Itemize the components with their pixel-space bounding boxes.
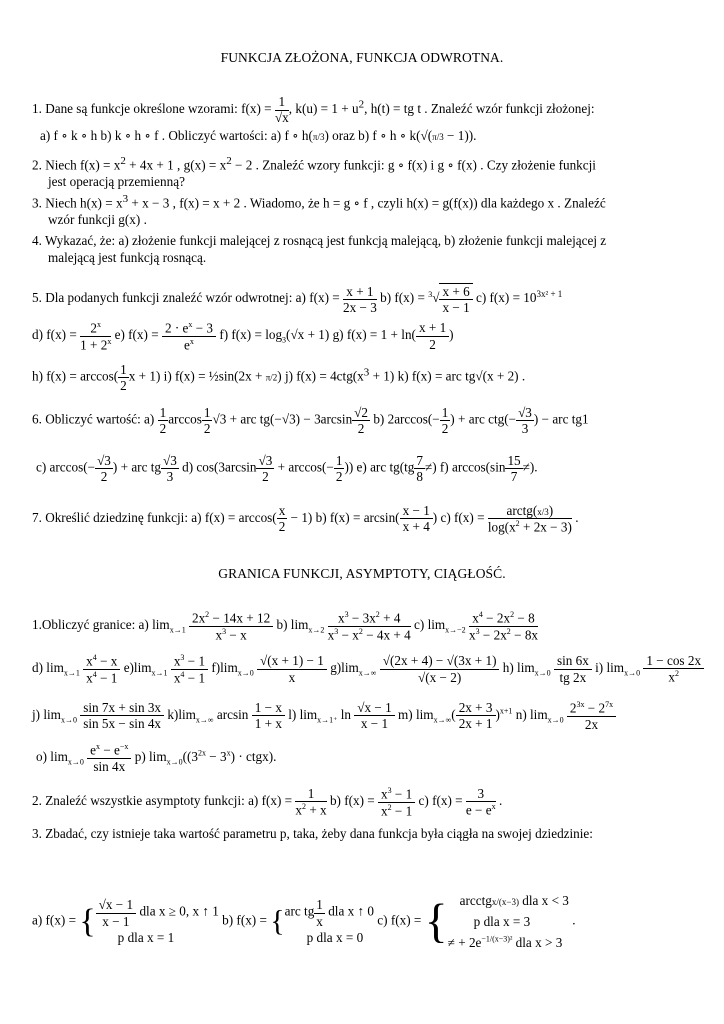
limits-line-3: j) $\lim_{x\to 0}$ $\frac{\sin 7x + \sin 3x}{\sin 5x - \sin 4x}$ $k)\lim_{x\to\infty}$ arcsin $\frac{1 - x}{1 + x}$ l) $\lim_{x\to 1^+} \ln$ $\frac{√x - 1}{x - 1}$ m) $\lim_{x\to\infty}$( $\frac{2x + 3}{2x + 1}$ )$^{x+1}$ n) $\lim_{x\to 0}$ $\frac{2^{3x} - 2^{7x}}{2x}$: [32, 700, 616, 732]
exercise-4-line-2: malejącą jest funkcją rosnącą.: [48, 250, 207, 265]
exercise-6-line-1: 6. Obliczyć wartość: a) $\frac{1}{2}$ arccos $\frac{1}{2}$ √3 + arc tg(−√3) − 3arcsin $\frac{√2}{2}$ b) 2arccos(− $\frac{1}{2}$ ) + arc ctg(− $\frac{√3}{3}$ ) − arc tg1: [32, 405, 589, 437]
exercise-5-line-3: h) f(x) = arccos( $\frac{1}{2}$ x + 1) i) f(x) = ½sin(2x + π/2) j) $f(x) = 4ctg(x^3 + 1)$ k) f(x) = arc tg√(x + 2) .: [32, 362, 526, 394]
exercise-1-line-1: 1. Dane są funkcje określone wzorami: f(x) = $\frac{1}{√x}$ , $k(u) = 1 + u^2$, h(t) = tg t . Znaleźć wzór funkcji złożonej:: [32, 94, 595, 125]
continuity-intro: 3. Zbadać, czy istnieje taka wartość parametru p, taka, żeby dana funkcja była ciągła na swojej dziedzinie:: [32, 826, 593, 841]
limits-line-4: o) $\lim_{x\to 0}$ $\frac{e^x - e^{-x}}{\sin 4x}$ p) $\lim_{x\to 0}((3^{2x} - 3^x)$ · ctgx).: [36, 742, 277, 774]
limits-line-1: 1.Obliczyć granice: a) $\lim_{x\to 1}$ $\frac{2x^2 - 14x + 12}{x^3 - x}$ b) $\lim_{x\to 2}$ $\frac{x^3 - 3x^2 + 4}{x^3 - x^2 - 4x + 4}$ c) $\lim_{x\to-2}$ $\frac{x^4 - 2x^2 - 8}{x^3 - 2x^2 - 8x}$: [32, 610, 539, 642]
exercise-3-line-2: wzór funkcji g(x) .: [48, 212, 147, 227]
exercise-2-line-1: 2. Niech $f(x) = x^2 + 4x + 1$ , $g(x) = x^2 - 2$ . Znaleźć wzory funkcji: g ∘ f(x) i g ∘ f(x) . Czy złożenie funkcji: [32, 155, 596, 173]
exercise-3-line-1: 3. Niech $h(x) = x^3 + x - 3$ , f(x) = x + 2 . Wiadomo, że h = g ∘ f , czyli h(x) = g(f(x)) dla każdego x . Znaleźć: [32, 193, 606, 211]
exercise-7-line-1: 7. Określić dziedzinę funkcji: a) f(x) = arccos( $\frac{x}{2}$ − 1) b) f(x) = arcsin( $\frac{x - 1}{x + 4}$ ) c) f(x) = arctg(x/3) $\log(x^2 + 2x - 3)$ .: [32, 503, 579, 535]
exercise-4-line-1: 4. Wykazać, że: a) złożenie funkcji malejącej z rosnącą jest funkcją malejącą, b) złożenie funkcji malejącej z: [32, 233, 607, 248]
section-title-limits: GRANICA FUNKCJI, ASYMPTOTY, CIĄGŁOŚĆ.: [218, 566, 506, 581]
asymptotes-line: 2. Znaleźć wszystkie asymptoty funkcji: a) f(x) = $\frac{1}{x^2 + x}$ b) f(x) = $\frac{x^3 - 1}{x^2 - 1}$ c) f(x) = $\frac{3}{e - e^x}$ .: [32, 786, 503, 818]
continuity-cases: a) f(x) = { $\frac{√x - 1}{x - 1}$ dla x ≥ 0, x ↑ 1 p dla x = 1 b) f(x) = { arc tg $\frac{1}{x}$ dla x ↑ 0 p dla x = 0 c) f(x) = { arcctgx/(x−3) dla x < 3 p dla x = 3 ≠ + $2e^{-1/(x-3)^2}$ dla x > 3 .: [32, 893, 576, 951]
limits-line-2: d) $\lim_{x\to 1}$ $\frac{x^4 - x}{x^4 - 1}$ $e)\lim_{x\to 1}$ $\frac{x^3 - 1}{x^4 - 1}$ $f)\lim_{x\to 0}$ $\frac{√(x + 1) - 1}{x}$ $g)\lim_{x\to\infty}$ $\frac{√(2x + 4) - √(3x + 1)}{√(x - 2)}$ h) $\lim_{x\to 0}$ $\frac{\sin 6x}{tg 2x}$ i) $\lim_{x\to 0}$ $\frac{1 - \cos 2x}{x^2}$: [32, 653, 704, 685]
exercise-5-line-2: d) f(x) = $\frac{2^x}{1 + 2^x}$ e) f(x) = $\frac{2 \cdot e^x - 3}{e^x}$ f) $f(x) = \log_3(√x + 1)$ g) f(x) = 1 + ln( $\frac{x + 1}{2}$ ): [32, 320, 454, 352]
exercise-5-line-1: 5. Dla podanych funkcji znaleźć wzór odwrotnej: a) f(x) = $\frac{x + 1}{2x - 3}$ b) f(x) = $^3$√ $\frac{x + 6}{x - 1}$ c) $f(x) = 10^{3x^2 + 1}$: [32, 283, 563, 316]
exercise-1-line-2: a) f ∘ k ∘ h b) k ∘ h ∘ f . Obliczyć wartości: a) f ∘ h(π/3) oraz b) f ∘ h ∘ k(√(π/3 − 1)).: [40, 128, 477, 143]
math-formula: f(x) = $\frac{1}{√x}$: [241, 94, 289, 125]
exercise-6-line-2: c) arccos(− $\frac{√3}{2}$ ) + arc tg $\frac{√3}{3}$ d) cos(3arcsin $\frac{√3}{2}$ + arccos(− $\frac{1}{2}$ )) e) arc tg(tg $\frac{7}{8}$ ≠) f) arccos(sin $\frac{15}{7}$ ≠).: [36, 453, 538, 485]
exercise-2-line-2: jest operacją przemienną?: [48, 174, 185, 189]
section-title-inverse-functions: FUNKCJA ZŁOŻONA, FUNKCJA ODWROTNA.: [220, 50, 504, 65]
